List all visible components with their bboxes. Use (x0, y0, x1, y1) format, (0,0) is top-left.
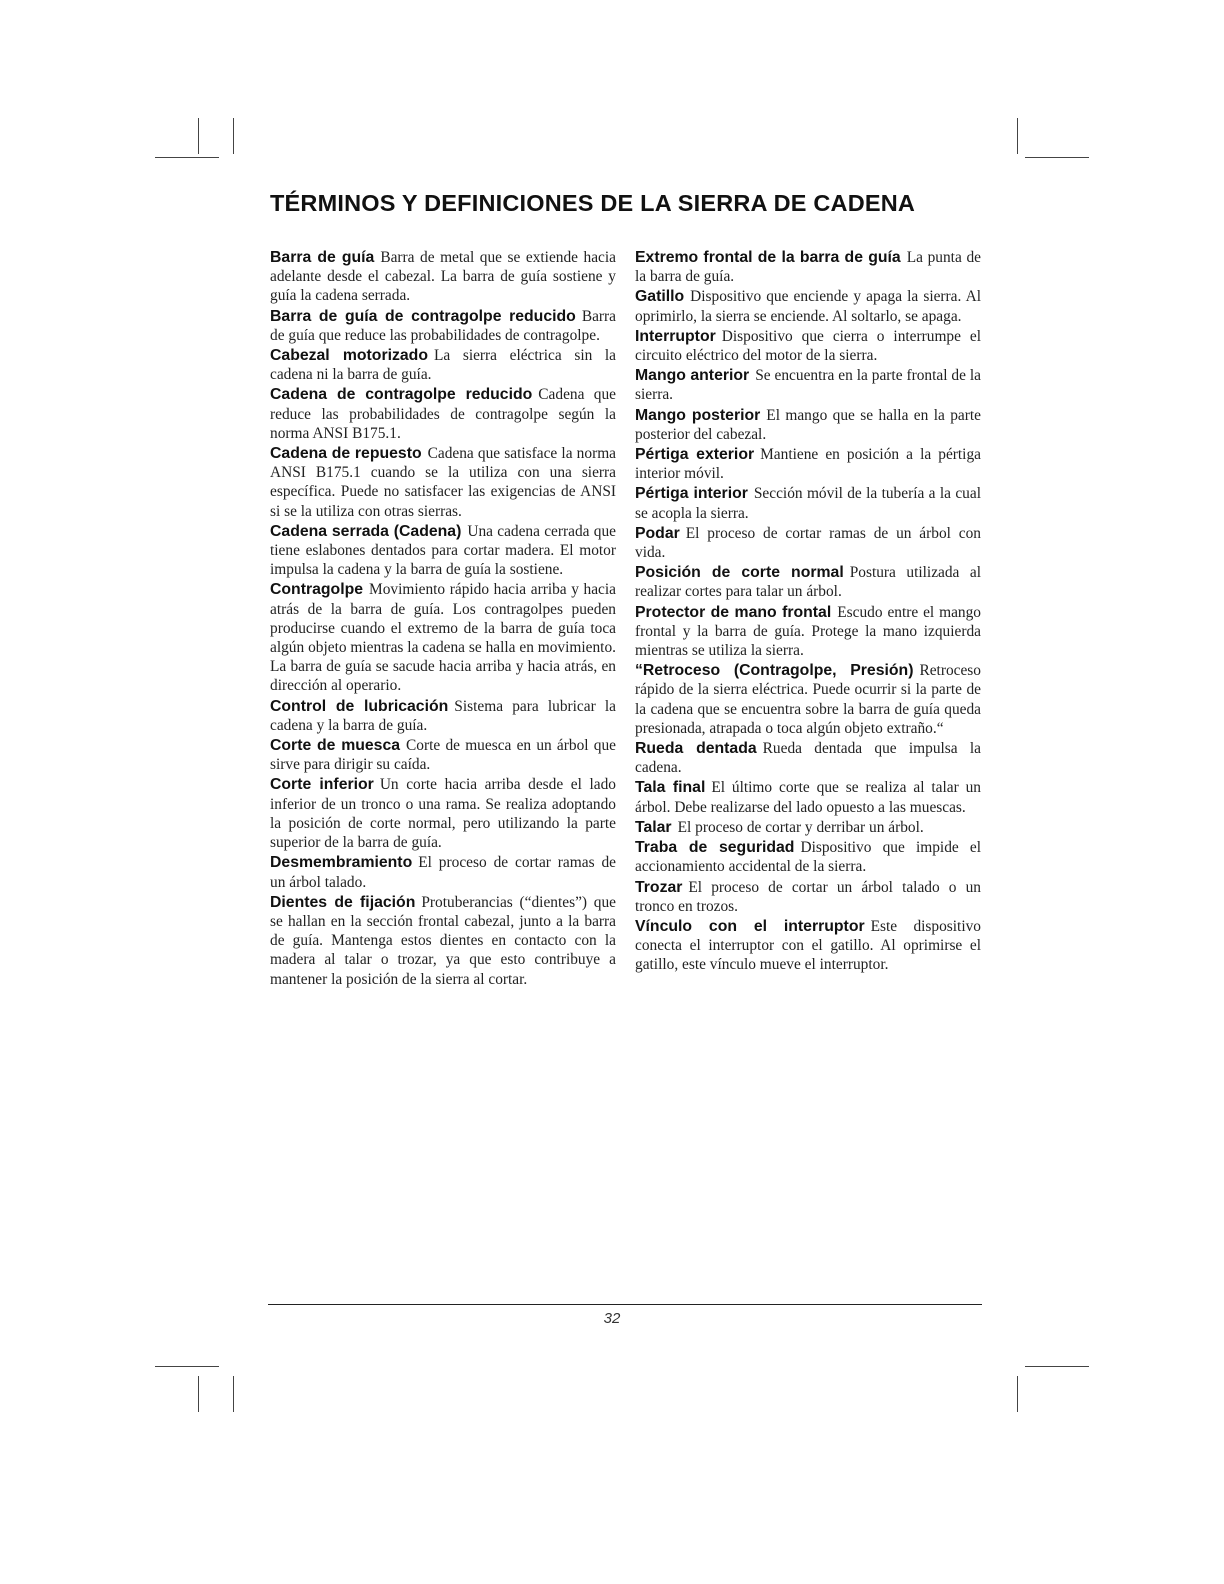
term-label: Vínculo con el interruptor (635, 917, 865, 935)
term-definition: Rueda dentada que impulsa la cadena. (635, 740, 981, 777)
page-title: TÉRMINOS Y DEFINICIONES DE LA SIERRA DE CADENA (270, 190, 916, 216)
page-number: 32 (603, 1310, 621, 1327)
definition-entry-contragolpe (270, 580, 616, 695)
term-label: Trozar (635, 878, 683, 896)
term-definition: Cadena que reduce las probabilidades de contragolpe según la norma ANSI B175.1. (270, 386, 616, 442)
definition-entry-tala-final (635, 778, 981, 816)
definition-entry-cadena-serrada-cadena (270, 522, 616, 580)
definition-entry-desmembramiento (270, 853, 616, 891)
term-definition: Dispositivo que cierra o interrumpe el circuito eléctrico del motor de la sierra. (635, 327, 981, 365)
term-definition: Movimiento rápido hacia arriba y hacia atrás de la barra de guía. Los contragolpes pueden producirse cuando el extremo de la barra de guía toca algún objeto mientras la cadena se halla en movimiento. La barra de guía se sacude hacia arriba y hacia atrás, en dirección al operario. (270, 581, 616, 695)
term-label: Barra de guía (270, 249, 375, 266)
definition-entry-corte-de-muesca (270, 736, 616, 774)
crop-mark (155, 1366, 219, 1367)
term-label: Tala final (635, 779, 706, 797)
definition-entry-traba-de-seguridad (635, 838, 981, 876)
term-label: Traba de seguridad (635, 839, 795, 857)
term-definition: El proceso de cortar ramas de un árbol con vida. (635, 524, 981, 562)
term-definition: Dispositivo que impide el accionamiento accidental de la sierra. (635, 839, 981, 876)
crop-mark (198, 1376, 199, 1412)
term-definition: Retroceso rápido de la sierra eléctrica. Puede ocurrir si la parte de la cadena que se encuentra sobre la barra de guía queda presionada, atrapada o toca algún objeto extraño.“ (635, 662, 981, 737)
term-definition: Una cadena cerrada que tiene eslabones dentados para cortar madera. El motor impulsa la cadena y la barra de guía la sostiene. (270, 522, 616, 579)
definition-entry-pertiga-exterior (635, 445, 981, 483)
definition-entry-cadena-de-contragolpe-reducido (270, 385, 616, 443)
definition-entry-barra-de-guia (270, 248, 616, 306)
footer-divider (268, 1304, 982, 1305)
left-column (270, 248, 616, 990)
term-label: Mango posterior (635, 406, 761, 424)
term-definition: Corte de muesca en un árbol que sirve para dirigir su caída. (270, 737, 616, 774)
term-label: Desmembramiento (270, 854, 413, 872)
term-label: Pértiga exterior (635, 446, 755, 464)
definition-entry-talar (635, 818, 981, 837)
term-label: Cadena serrada (Cadena) (270, 522, 462, 540)
term-definition: Escudo entre el mango frontal y la barra de guía. Protege la mano izquierda mientras se utiliza la sierra. (635, 603, 981, 660)
term-label: Cadena de contragolpe reducido (270, 386, 533, 404)
term-definition: Mantiene en posición a la pértiga interior móvil. (635, 446, 981, 483)
term-label: Gatillo (635, 288, 685, 306)
definition-entry-protector-de-mano-frontal (635, 603, 981, 661)
term-definition: Postura utilizada al realizar cortes para talar un árbol. (635, 564, 981, 601)
definition-entry-rueda-dentada (635, 739, 981, 777)
term-definition: Barra de guía que reduce las probabilidades de contragolpe. (270, 307, 616, 344)
term-label: Corte de muesca (270, 737, 401, 755)
term-label: Corte inferior (270, 776, 374, 794)
definition-entry-podar (635, 524, 981, 562)
definition-entry-interruptor (635, 327, 981, 365)
term-label: Rueda dentada (635, 740, 757, 758)
term-label: Pértiga interior (635, 485, 748, 503)
definition-entry-mango-posterior (635, 406, 981, 444)
definition-entry-extremo-frontal-de-la-barra-de-guia (635, 248, 981, 286)
definition-entry-vinculo-con-el-interruptor (635, 917, 981, 975)
term-definition: Sistema para lubricar la cadena y la barra de guía. (270, 697, 616, 734)
definition-entry-barra-de-guia-de-contragolpe-reducido (270, 307, 616, 345)
term-definition: La sierra eléctrica sin la cadena ni la barra de guía. (270, 347, 616, 384)
crop-mark (233, 118, 234, 154)
term-label: Barra de guía de contragolpe reducido (270, 307, 576, 325)
definition-entry-gatillo (635, 287, 981, 325)
term-definition: Un corte hacia arriba desde el lado inferior de un tronco o una rama. Se realiza adoptando la posición de corte normal, pero utilizando la parte superior de la barra de guía. (270, 776, 616, 852)
crop-mark (233, 1376, 234, 1412)
right-column (635, 248, 981, 976)
term-definition: El proceso de cortar un árbol talado o un tronco en trozos. (635, 878, 981, 915)
term-label: Posición de corte normal (635, 564, 844, 582)
term-definition: Barra de metal que se extiende hacia adelante desde el cabezal. La barra de guía sostiene y guía la cadena serrada. (270, 249, 616, 305)
crop-mark (1017, 118, 1018, 154)
term-definition: El proceso de cortar y derribar un árbol. (677, 818, 924, 836)
term-label: Talar (635, 818, 672, 836)
crop-mark (1025, 1366, 1089, 1367)
definition-entry-mango-anterior (635, 366, 981, 404)
term-label: Mango anterior (635, 367, 750, 385)
term-definition: El último corte que se realiza al talar un árbol. Debe realizarse del lado opuesto a las muescas. (635, 779, 981, 816)
term-label: Protector de mano frontal (635, 603, 832, 621)
term-definition: Protuberancias (“dientes”) que se hallan en la sección frontal cabezal, junto a la barra de guía. Mantenga estos dientes en contacto con la madera al talar o trozar, ya que esto contribuye a mantener la posición de la sierra al cortar. (270, 893, 616, 988)
term-label: Podar (635, 524, 680, 542)
term-label: Dientes de fijación (270, 893, 416, 911)
definition-entry-cadena-de-repuesto (270, 444, 616, 521)
definition-entry-dientes-de-fijacion (270, 893, 616, 989)
definition-entry-corte-inferior (270, 775, 616, 852)
crop-mark (1025, 157, 1089, 158)
term-definition: Se encuentra en la parte frontal de la sierra. (635, 367, 981, 404)
term-definition: Cadena que satisface la norma ANSI B175.1 cuando se la utiliza con una sierra específica. Puede no satisfacer las exigencias de ANSI si se la utiliza con otras sierras. (270, 445, 616, 520)
definition-entry-control-de-lubricacion (270, 697, 616, 735)
term-definition: El proceso de cortar ramas de un árbol talado. (270, 854, 616, 891)
term-label: “Retroceso (Contragolpe, Presión) (635, 662, 914, 680)
definition-entry-posicion-de-corte-normal (635, 563, 981, 601)
definition-entry-trozar (635, 878, 981, 916)
definition-entry-cabezal-motorizado (270, 346, 616, 384)
term-label: Interruptor (635, 327, 716, 345)
term-definition: La punta de la barra de guía. (635, 249, 981, 286)
crop-mark (1017, 1376, 1018, 1412)
term-definition: Dispositivo que enciende y apaga la sierra. Al oprimirlo, la sierra se enciende. Al soltarlo, se apaga. (635, 288, 981, 325)
term-label: Extremo frontal de la barra de guía (635, 249, 901, 266)
term-definition: El mango que se halla en la parte posterior del cabezal. (635, 406, 981, 443)
crop-mark (155, 157, 219, 158)
definition-entry-pertiga-interior (635, 484, 981, 522)
term-label: Cadena de repuesto (270, 445, 422, 463)
term-label: Contragolpe (270, 581, 364, 599)
term-definition: Sección móvil de la tubería a la cual se acopla la sierra. (635, 485, 981, 522)
term-definition: Este dispositivo conecta el interruptor con el gatillo. Al oprimirse el gatillo, este vínculo mueve el interruptor. (635, 917, 981, 974)
term-label: Control de lubricación (270, 697, 449, 715)
definition-entry-retroceso-contragolpe-presion (635, 661, 981, 738)
term-label: Cabezal motorizado (270, 347, 428, 365)
crop-mark (198, 118, 199, 154)
